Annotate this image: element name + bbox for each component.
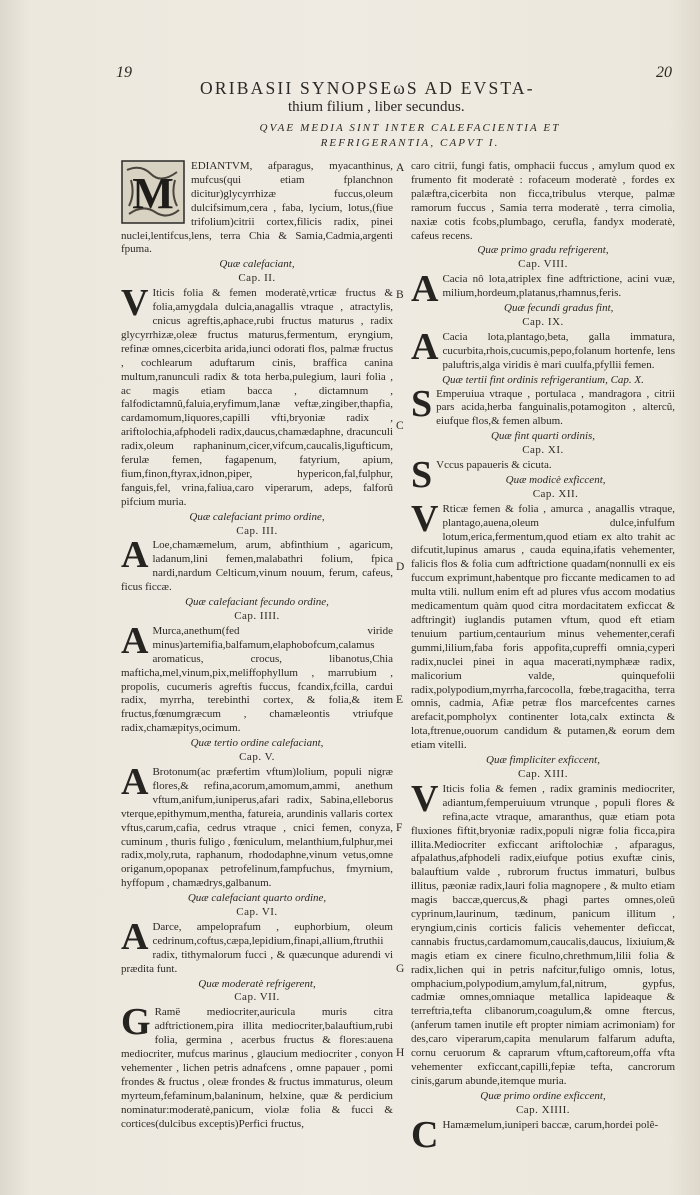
drop-initial: A <box>121 619 149 662</box>
svg-text:M: M <box>132 169 174 218</box>
chapter-caption: QVAE MEDIA SINT INTER CALEFACIENTIA ET REFRIGERANTIA, CAPVT I. <box>259 122 561 149</box>
drop-initial: S <box>411 382 433 425</box>
chapter-number: Cap. V. <box>239 751 275 764</box>
chapter-number: Cap. XI. <box>522 444 564 457</box>
chapter-number: Cap. IIII. <box>234 610 280 622</box>
paragraph-text: Emperuiua vtraque , portulaca , mandragora , citrii pars acida,herba fanguinalis,potamogiton , altercû, eiufque flos,& femen album. <box>436 387 675 428</box>
chapter-number: Cap. VIII. <box>518 258 568 271</box>
chapter-number: Cap. XIIII. <box>515 1103 571 1116</box>
paragraph <box>411 777 675 1089</box>
drop-initial: S <box>411 454 433 497</box>
chapter-number: Cap. XII. <box>532 487 579 500</box>
margin-letter-d: D <box>396 561 405 573</box>
paragraph-text: Cacia lota,plantago,beta, galla immatura, cucurbita,rhois,cucumis,pepo,folanum hortenfe, lens paluftris,alga viridis è mari cuulfa,pfyllii femen. <box>442 330 675 371</box>
section-heading: Quæ calefaciant quarto ordine, <box>187 892 327 905</box>
paragraph-text: Ramë mediocriter,auricula muris citra adftrictionem,pira illita mediocriter,balauftium,rubi folia, germina , acerbus fructus & flores:auena mediocriter, mufcus marinus , glaucium mediocriter , conyon vehementer , lichen petris adnafcens , omne papauer , pomi frondes & fructus , oleæ frondes & fructus immaturus, oleum myrteum,fefaminum,balaninum, helxine, quæ & perdicium nominatur:moderatè,panicum, violæ folia & fucci & cortices(dulcibus exceptis)Perfici fructus, <box>121 1006 393 1130</box>
drop-initial: A <box>121 534 149 577</box>
paragraph <box>121 282 393 510</box>
paragraph <box>121 534 393 595</box>
page-number-right: 20 <box>656 64 672 81</box>
drop-initial: V <box>411 497 439 540</box>
chapter-number: Cap. VII. <box>234 991 280 1004</box>
drop-initial: V <box>411 777 439 820</box>
chapter-number: Cap. VI. <box>236 906 278 919</box>
paragraph <box>411 325 675 373</box>
chapter-number: Cap. II. <box>238 272 276 285</box>
paragraph-text: Vccus papaueris & cicuta. <box>436 459 552 472</box>
paragraph <box>411 1113 675 1156</box>
ornate-initial-icon <box>121 160 185 224</box>
paragraph-text: EDIANTVM, afparagus, myacanthinus, mufcus(qui etiam fplanchnon dicitur)glycyrrhizæ fuccus,oleum dulcifsimum,cera , faba, lycium, lotus,(fiue trifolium)citrii cortex,filicis radix, pinei nuclei,lentifcus,lens, terra Chia & Samia,Cadmia,argenti fpuma. <box>121 160 393 256</box>
margin-letter-a: A <box>396 162 405 174</box>
section-heading: Quæ fint quarti ordinis, <box>490 430 596 443</box>
paragraph <box>121 915 393 977</box>
paragraph <box>121 1001 393 1131</box>
section-heading: Quæ calefaciant fecundo ordine, <box>185 596 329 609</box>
paragraph <box>121 760 393 891</box>
section-heading: Quæ tertio ordine calefaciant, <box>190 737 324 750</box>
drop-initial: A <box>121 760 149 803</box>
section-heading: Quæ primo gradu refrigerent, <box>477 244 609 257</box>
paragraph-text: Hamæmelum,iuniperi baccæ, carum,hordei polê- <box>442 1118 659 1131</box>
paragraph-text: Brotonum(ac præfertim vftum)lolium, populi nigræ flores,& refina,acorum,amomum,ammi, anethum vftum,anifum,iuniperus,afari radix, Sabina,elleborus vterque,epithymum,mentha, fatureia, arundinis vallaris cortex vftus,carum,cafia, cedrus vtraque , cnici femen, conyza, cuminum , thuris fuligo , fœniculum, melanthium,fulphur,mei radix,moly,ruta, raphanum, rhododaphne,vinum vetus,omne origanum,opopanax petrofelinum,fampfuchus, fmyrnium, hyffopum , chamædrys,galbanum. <box>121 765 393 890</box>
margin-letter-h: H <box>396 1047 405 1059</box>
paragraph-text: caro citrii, fungi fatis, omphacii fuccus , amylum quod ex frumento fit moderatè : rofaceum moderatè , fordes ex palæftra,cicerbita non ficca,tribulus vterque, palmæ ramorum fuccus , Samia terra moderatè , terra cimolia, naxiæ cotis fcobs,plumbago, cerufla, fandyx moderatè, cafeus recens. <box>411 160 675 242</box>
paragraph <box>411 382 675 430</box>
paragraph-text: Darce, ampeloprafum , euphorbium, oleum cedrinum,coftus,cæpa,lepidium,finapi,allium,ftruthii radix, tithymalorum fucci , & quæcunque adurendi vi prædita funt. <box>121 920 393 975</box>
paragraph <box>411 497 675 753</box>
paragraph-text: Iticis folia & femen moderatè,vrticæ fructus & folia,amygdala dulcia,anagallis vtraque , atractylis, cnicus agreftis,aphace,rubi fructus maturus , radix glycyrrhizæ,oleæ fructus maturus,fermentum, eryngium, refinæ omnes,cicerbita arida,iunci odorati flos, palmæ fructus , cochlearum aduftarum cinis, braffica canina multum,ranunculi radix & tota herba,pulegium, lauri folia , ac magis etiam bacca , dictamnum , falfodictamnû,faluia,eryfimum,lanæ veftæ,zingiber,thapfia, cardamomum,liquores,capilli vfti,bryoniæ radix , ariftolochia,afphodeli radix,daucus,chamædaphne, dracunculi radix,oleum raphaninum,cicer,vifcum,caucalis,ligufticum, ferulæ femen, fagapenum, fatyrium, apium, fium,finon,ftyrax,idnon,piper, hypericon,fal,fulphur, fanguis,fel, vrina,faliua,caro viperarum, adeps, falforû pifcium muria. <box>121 287 393 508</box>
left-text-column <box>121 160 393 1133</box>
paragraph-text: Murca,anethum(fed viride minus)artemifia,balfamum,elaphobofcum,calamus aromaticus, crocus, libanotus,Chia mafticha,mel,vinum,pix,meliffophyllum , marrubium , propolis, cucumeris agreftis fuccus, fcandix,fcilla, cardui radix, myrrha, terebinthi cortex, & folia,& item fructus,fœnumgræcum , chamæleontis vtriufque radix,chamæpitys,ocimum. <box>121 624 393 735</box>
book-title: ORIBASII SYNOPSEωS AD EVSTA- <box>200 78 535 98</box>
paragraph <box>411 160 675 243</box>
margin-letter-b: B <box>396 289 404 301</box>
paragraph <box>121 160 393 257</box>
margin-letter-c: C <box>396 420 404 432</box>
section-heading: Quæ calefaciant primo ordine, <box>189 510 325 523</box>
section-heading: Quæ moderatè refrigerent, <box>198 977 316 990</box>
drop-initial: V <box>121 282 149 325</box>
section-heading: Quæ fimpliciter exficcent, <box>486 754 600 767</box>
margin-letter-f: F <box>396 822 403 834</box>
paragraph-text: Rticæ femen & folia , amurca , anagallis vtraque, plantago,auena,oleum dulce,infulfum lotum,erica,fermentum,quod etiam ex alto trahit ac difcutit,lupinus amarus , cauda equina,ifatis vehementer, falicis flos & folia cum adftrictione quadam(nonnulli ex eis fuccum exprimunt,habentque pro ficcante medicamen to ad multa vtili. nullum enim eft ad plures vfus accom modatius medicamentum quàm quod citra mordacitatem exficcat & adftringit) iuglandis putamen vftum, quod eft etiam tenuium partium,centaurium minus vehementer,cerafi gummi,lilium,faba foris appofita,cupreffi omnia,cyperi radix,nuclei pinei in aqua macerati,nymphææ radix, malicorium valde, quinquefolii radix,polypodium,myrrha,farcocolla, fœbe,tragacitha, terra omnis, cadmia, Afiæ petræ flos marcefcentes carnes arefacit,pompholyx continenter lota,calx extincta & lota,ftrenue,ouorum candidum & putamen,& eorum dem etiam vitelli. <box>411 502 675 752</box>
drop-initial: A <box>411 268 439 311</box>
paragraph-text: Cacia nô lota,atriplex fine adftrictione, acini vuæ, milium,hordeum,platanus,rhamnus,feris. <box>442 273 675 300</box>
drop-initial: A <box>411 325 439 368</box>
section-heading: Quæ tertii fint ordinis refrigerantium, Cap. X. <box>442 373 644 386</box>
section-heading: Quæ fecundi gradus fint, <box>504 302 614 315</box>
margin-letter-g: G <box>396 963 405 975</box>
paragraph-text: Loe,chamæmelum, arum, abfinthium , agaricum, ladanum,lini femen,malabathri folium, fpica nardi,nardum Celticum,vinum nouum, ferum, cafeus, ficus ficcæ. <box>121 539 393 594</box>
page-number-left: 19 <box>116 64 132 81</box>
paragraph-text: Iticis folia & femen , radix graminis mediocriter, adiantum,femperuiuum vtrunque , populi flores & refina,acte vtraque, amaranthus, quæ etiam pota fluxiones fiftit,bryoniæ radix,populi nigræ folia ficca,pira illita.Mediocriter exficcant ariftolochiæ , afparagus, afpalathus,afphodeli radix,eiufque potius exuftæ cinis, balauftium valde , rubrorum fructus immaturi, bulbus illitus, pæoniæ radix,lauri folia magnopere , & multo etiam magis baccæ,quercus,& phagi partes omnes,oleû cyprinum,laurinum, tædinum, panicum illitum , eryngium,cinis corticis falicis vehementer deficcat, cannabis fructus,cardamomum,caucalis,daucus, lixiuium,& magis etiam ex cinere ficulno,chrethmum,lilii folia & radix,lichen qui in petris nafcitur,fuligo omnis, lotus, omphacium,polypodium,amylum,fal,nitrum, gypfus, cadmiæ omnes,omniaque metallica lapideaque & terreftria,tefta clibanorum,coagulum,& omne ftercus,(anferum tamen inutile eft propter nimiam acrimoniam) for des,caro viperarum,capita menularum falfarum adufta, cornu ceruorum & caprarum vftum,caftoreum,offa vfta vehementer exficcant,capilli,fepiæ tefta, cancrorum cinis,garum abunde,itemque muria. <box>411 782 675 1087</box>
margin-letter-e: E <box>396 694 404 706</box>
right-text-column <box>411 160 675 1156</box>
chapter-number: Cap. IX. <box>522 315 564 328</box>
drop-initial: A <box>121 915 149 958</box>
section-heading: Quæ calefaciant, <box>219 258 295 271</box>
chapter-number: Cap. XIII. <box>518 767 568 780</box>
drop-initial: G <box>121 1001 151 1044</box>
section-heading: Quæ primo ordine exficcent, <box>480 1089 606 1102</box>
section-heading: Quæ modicè exficcent, <box>505 473 606 486</box>
chapter-number: Cap. III. <box>236 524 278 537</box>
drop-initial: C <box>411 1113 439 1156</box>
paragraph <box>121 619 393 736</box>
book-subtitle: thium filium , liber secundus. <box>288 99 465 115</box>
